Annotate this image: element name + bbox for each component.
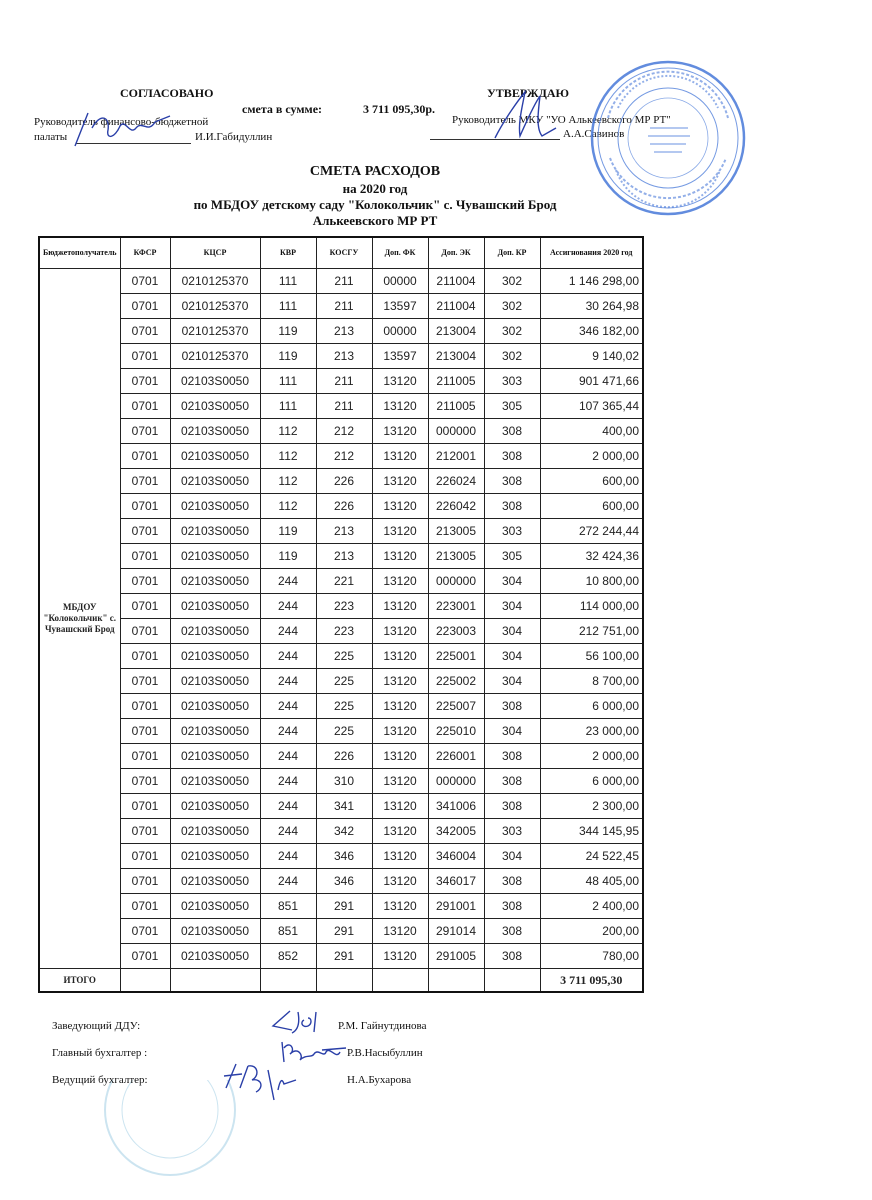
table-header-row xyxy=(39,237,643,269)
kosgu-cell: 291 xyxy=(316,919,372,944)
kosgu-cell: 226 xyxy=(316,469,372,494)
kfsr-cell: 0701 xyxy=(120,619,170,644)
kvr-cell: 244 xyxy=(260,869,316,894)
kosgu-cell: 213 xyxy=(316,319,372,344)
dop-fk-cell: 00000 xyxy=(372,319,428,344)
table-row xyxy=(39,369,643,394)
dop-fk-cell: 13120 xyxy=(372,619,428,644)
dop-kr-cell: 302 xyxy=(484,319,540,344)
dop-fk-cell: 13120 xyxy=(372,844,428,869)
table-row xyxy=(39,869,643,894)
kosgu-cell: 211 xyxy=(316,269,372,294)
kfsr-cell: 0701 xyxy=(120,744,170,769)
kvr-cell: 119 xyxy=(260,344,316,369)
kfsr-cell: 0701 xyxy=(120,344,170,369)
kcsr-cell: 02103S0050 xyxy=(170,869,260,894)
total-empty-cell xyxy=(316,969,372,993)
table-row xyxy=(39,669,643,694)
kosgu-cell: 291 xyxy=(316,894,372,919)
total-row xyxy=(39,969,643,993)
dop-kr-cell: 308 xyxy=(484,869,540,894)
kfsr-cell: 0701 xyxy=(120,269,170,294)
signature-role: Ведущий бухгалтер: xyxy=(52,1074,148,1086)
dop-kr-cell: 308 xyxy=(484,469,540,494)
kvr-cell: 244 xyxy=(260,619,316,644)
dop-kr-cell: 302 xyxy=(484,344,540,369)
dop-ek-cell: 225010 xyxy=(428,719,484,744)
signature-role: Главный бухгалтер : xyxy=(52,1047,148,1059)
dop-ek-cell: 341006 xyxy=(428,794,484,819)
kvr-cell: 119 xyxy=(260,544,316,569)
signature-name: Р.М. Гайнутдинова xyxy=(338,1020,427,1032)
dop-ek-cell: 223003 xyxy=(428,619,484,644)
column-header: КВР xyxy=(260,237,316,269)
head-signature-icon xyxy=(270,1008,340,1036)
document-subtitle-year: на 2020 год xyxy=(342,181,408,196)
column-header: КФСР xyxy=(120,237,170,269)
dop-fk-cell: 13120 xyxy=(372,919,428,944)
dop-ek-cell: 291005 xyxy=(428,944,484,969)
kvr-cell: 112 xyxy=(260,444,316,469)
appropriation-cell: 6 000,00 xyxy=(540,694,643,719)
budget-recipient-cell: МБДОУ "Колокольчик" с. Чувашский Брод xyxy=(39,269,120,969)
dop-fk-cell: 13120 xyxy=(372,719,428,744)
dop-kr-cell: 302 xyxy=(484,269,540,294)
appropriation-cell: 9 140,02 xyxy=(540,344,643,369)
dop-ek-cell: 346004 xyxy=(428,844,484,869)
dop-kr-cell: 303 xyxy=(484,369,540,394)
table-row xyxy=(39,719,643,744)
appropriation-cell: 32 424,36 xyxy=(540,544,643,569)
dop-ek-cell: 225007 xyxy=(428,694,484,719)
approved-name: А.А.Савинов xyxy=(563,128,625,140)
document-subtitle-district: Алькеевского МР РТ xyxy=(312,213,438,228)
kfsr-cell: 0701 xyxy=(120,594,170,619)
kfsr-cell: 0701 xyxy=(120,844,170,869)
dop-kr-cell: 304 xyxy=(484,644,540,669)
kfsr-cell: 0701 xyxy=(120,794,170,819)
appropriation-cell: 212 751,00 xyxy=(540,619,643,644)
dop-ek-cell: 213005 xyxy=(428,519,484,544)
kcsr-cell: 02103S0050 xyxy=(170,494,260,519)
kvr-cell: 851 xyxy=(260,894,316,919)
kvr-cell: 244 xyxy=(260,844,316,869)
kcsr-cell: 0210125370 xyxy=(170,294,260,319)
column-header: Ассигнования 2020 год xyxy=(540,237,643,269)
dop-fk-cell: 00000 xyxy=(372,269,428,294)
dop-kr-cell: 303 xyxy=(484,819,540,844)
kvr-cell: 244 xyxy=(260,794,316,819)
table-row xyxy=(39,744,643,769)
dop-kr-cell: 308 xyxy=(484,694,540,719)
dop-kr-cell: 308 xyxy=(484,494,540,519)
dop-fk-cell: 13120 xyxy=(372,594,428,619)
kvr-cell: 852 xyxy=(260,944,316,969)
dop-kr-cell: 304 xyxy=(484,594,540,619)
kosgu-cell: 211 xyxy=(316,369,372,394)
dop-fk-cell: 13120 xyxy=(372,419,428,444)
dop-ek-cell: 213004 xyxy=(428,319,484,344)
table-row xyxy=(39,619,643,644)
kosgu-cell: 213 xyxy=(316,544,372,569)
dop-kr-cell: 304 xyxy=(484,569,540,594)
kcsr-cell: 02103S0050 xyxy=(170,594,260,619)
kosgu-cell: 223 xyxy=(316,619,372,644)
dop-ek-cell: 346017 xyxy=(428,869,484,894)
appropriation-cell: 2 400,00 xyxy=(540,894,643,919)
kcsr-cell: 02103S0050 xyxy=(170,819,260,844)
kvr-cell: 111 xyxy=(260,269,316,294)
kvr-cell: 244 xyxy=(260,819,316,844)
dop-kr-cell: 308 xyxy=(484,919,540,944)
kfsr-cell: 0701 xyxy=(120,469,170,494)
kfsr-cell: 0701 xyxy=(120,769,170,794)
column-header: Доп. ЭК xyxy=(428,237,484,269)
dop-ek-cell: 000000 xyxy=(428,569,484,594)
appropriation-cell: 23 000,00 xyxy=(540,719,643,744)
kosgu-cell: 221 xyxy=(316,569,372,594)
kcsr-cell: 02103S0050 xyxy=(170,569,260,594)
kcsr-cell: 02103S0050 xyxy=(170,744,260,769)
kvr-cell: 244 xyxy=(260,769,316,794)
dop-fk-cell: 13120 xyxy=(372,444,428,469)
kvr-cell: 112 xyxy=(260,494,316,519)
dop-fk-cell: 13120 xyxy=(372,569,428,594)
appropriation-cell: 114 000,00 xyxy=(540,594,643,619)
kfsr-cell: 0701 xyxy=(120,894,170,919)
dop-ek-cell: 291014 xyxy=(428,919,484,944)
kcsr-cell: 02103S0050 xyxy=(170,944,260,969)
dop-ek-cell: 291001 xyxy=(428,894,484,919)
agreed-title: СОГЛАСОВАНО xyxy=(120,86,214,100)
agreed-role-line2: палаты xyxy=(34,131,68,143)
kfsr-cell: 0701 xyxy=(120,569,170,594)
dop-fk-cell: 13597 xyxy=(372,294,428,319)
table-row xyxy=(39,694,643,719)
dop-ek-cell: 226024 xyxy=(428,469,484,494)
kvr-cell: 112 xyxy=(260,419,316,444)
kvr-cell: 244 xyxy=(260,569,316,594)
table-body xyxy=(39,269,643,993)
kvr-cell: 119 xyxy=(260,319,316,344)
appropriation-cell: 10 800,00 xyxy=(540,569,643,594)
table-row xyxy=(39,794,643,819)
dop-ek-cell: 226001 xyxy=(428,744,484,769)
kcsr-cell: 02103S0050 xyxy=(170,844,260,869)
dop-kr-cell: 305 xyxy=(484,394,540,419)
kfsr-cell: 0701 xyxy=(120,819,170,844)
sum-label: смета в сумме: xyxy=(242,102,323,116)
lead-accountant-signature-icon xyxy=(218,1060,298,1110)
total-value: 3 711 095,30 xyxy=(540,969,643,993)
table-row xyxy=(39,419,643,444)
table-row xyxy=(39,894,643,919)
kosgu-cell: 223 xyxy=(316,594,372,619)
dop-ek-cell: 225001 xyxy=(428,644,484,669)
table-row xyxy=(39,594,643,619)
dop-kr-cell: 308 xyxy=(484,769,540,794)
appropriation-cell: 600,00 xyxy=(540,494,643,519)
appropriation-cell: 2 000,00 xyxy=(540,744,643,769)
dop-ek-cell: 342005 xyxy=(428,819,484,844)
appropriation-cell: 48 405,00 xyxy=(540,869,643,894)
dop-fk-cell: 13120 xyxy=(372,744,428,769)
table-row xyxy=(39,344,643,369)
kcsr-cell: 0210125370 xyxy=(170,269,260,294)
total-empty-cell xyxy=(428,969,484,993)
kfsr-cell: 0701 xyxy=(120,419,170,444)
signature-name: Р.В.Насыбуллин xyxy=(347,1047,423,1059)
kosgu-cell: 341 xyxy=(316,794,372,819)
kfsr-cell: 0701 xyxy=(120,394,170,419)
kvr-cell: 111 xyxy=(260,369,316,394)
kosgu-cell: 225 xyxy=(316,644,372,669)
dop-kr-cell: 308 xyxy=(484,419,540,444)
dop-kr-cell: 308 xyxy=(484,444,540,469)
table-row xyxy=(39,494,643,519)
dop-fk-cell: 13120 xyxy=(372,494,428,519)
kcsr-cell: 02103S0050 xyxy=(170,419,260,444)
kcsr-cell: 02103S0050 xyxy=(170,919,260,944)
dop-fk-cell: 13120 xyxy=(372,369,428,394)
total-empty-cell xyxy=(484,969,540,993)
dop-fk-cell: 13120 xyxy=(372,694,428,719)
signature-name: Н.А.Бухарова xyxy=(347,1074,412,1086)
dop-kr-cell: 308 xyxy=(484,794,540,819)
kfsr-cell: 0701 xyxy=(120,869,170,894)
column-header: Доп. КР xyxy=(484,237,540,269)
kfsr-cell: 0701 xyxy=(120,719,170,744)
table-row xyxy=(39,544,643,569)
dop-fk-cell: 13120 xyxy=(372,794,428,819)
table-row xyxy=(39,469,643,494)
kfsr-cell: 0701 xyxy=(120,294,170,319)
dop-ek-cell: 223001 xyxy=(428,594,484,619)
appropriation-cell: 346 182,00 xyxy=(540,319,643,344)
dop-fk-cell: 13120 xyxy=(372,869,428,894)
kcsr-cell: 02103S0050 xyxy=(170,669,260,694)
kcsr-cell: 02103S0050 xyxy=(170,544,260,569)
kvr-cell: 244 xyxy=(260,669,316,694)
sum-value: 3 711 095,30р. xyxy=(363,102,436,116)
total-label: ИТОГО xyxy=(39,969,120,993)
dop-ek-cell: 225002 xyxy=(428,669,484,694)
total-empty-cell xyxy=(372,969,428,993)
kvr-cell: 244 xyxy=(260,694,316,719)
kvr-cell: 851 xyxy=(260,919,316,944)
appropriation-cell: 2 300,00 xyxy=(540,794,643,819)
dop-kr-cell: 308 xyxy=(484,744,540,769)
dop-fk-cell: 13120 xyxy=(372,544,428,569)
table-row xyxy=(39,569,643,594)
kcsr-cell: 02103S0050 xyxy=(170,794,260,819)
dop-fk-cell: 13120 xyxy=(372,669,428,694)
kcsr-cell: 02103S0050 xyxy=(170,444,260,469)
table-row xyxy=(39,769,643,794)
kosgu-cell: 211 xyxy=(316,394,372,419)
kfsr-cell: 0701 xyxy=(120,644,170,669)
appropriation-cell: 8 700,00 xyxy=(540,669,643,694)
appropriation-cell: 344 145,95 xyxy=(540,819,643,844)
kfsr-cell: 0701 xyxy=(120,694,170,719)
dop-kr-cell: 304 xyxy=(484,619,540,644)
appropriation-cell: 200,00 xyxy=(540,919,643,944)
appropriation-cell: 600,00 xyxy=(540,469,643,494)
kfsr-cell: 0701 xyxy=(120,944,170,969)
approved-title: УТВЕРЖДАЮ xyxy=(487,86,570,100)
dop-fk-cell: 13120 xyxy=(372,944,428,969)
kvr-cell: 111 xyxy=(260,294,316,319)
agreed-name: И.И.Габидуллин xyxy=(195,131,273,143)
dop-fk-cell: 13120 xyxy=(372,894,428,919)
total-empty-cell xyxy=(170,969,260,993)
kcsr-cell: 02103S0050 xyxy=(170,469,260,494)
kvr-cell: 244 xyxy=(260,744,316,769)
table-row xyxy=(39,944,643,969)
appropriation-cell: 107 365,44 xyxy=(540,394,643,419)
dop-ek-cell: 213005 xyxy=(428,544,484,569)
dop-kr-cell: 302 xyxy=(484,294,540,319)
kcsr-cell: 02103S0050 xyxy=(170,644,260,669)
kcsr-cell: 02103S0050 xyxy=(170,369,260,394)
appropriation-cell: 272 244,44 xyxy=(540,519,643,544)
table-row xyxy=(39,644,643,669)
kosgu-cell: 346 xyxy=(316,844,372,869)
kfsr-cell: 0701 xyxy=(120,319,170,344)
appropriation-cell: 24 522,45 xyxy=(540,844,643,869)
kvr-cell: 244 xyxy=(260,594,316,619)
kosgu-cell: 212 xyxy=(316,444,372,469)
appropriation-cell: 400,00 xyxy=(540,419,643,444)
table-row xyxy=(39,819,643,844)
appropriation-cell: 30 264,98 xyxy=(540,294,643,319)
table-row xyxy=(39,319,643,344)
dop-fk-cell: 13120 xyxy=(372,769,428,794)
table-row xyxy=(39,444,643,469)
appropriation-cell: 780,00 xyxy=(540,944,643,969)
appropriation-cell: 1 146 298,00 xyxy=(540,269,643,294)
total-empty-cell xyxy=(260,969,316,993)
dop-ek-cell: 211005 xyxy=(428,394,484,419)
approved-signature-icon xyxy=(490,88,560,143)
kosgu-cell: 291 xyxy=(316,944,372,969)
kosgu-cell: 211 xyxy=(316,294,372,319)
dop-ek-cell: 211004 xyxy=(428,294,484,319)
dop-fk-cell: 13120 xyxy=(372,469,428,494)
table-row xyxy=(39,394,643,419)
kfsr-cell: 0701 xyxy=(120,919,170,944)
dop-kr-cell: 303 xyxy=(484,519,540,544)
dop-kr-cell: 304 xyxy=(484,669,540,694)
kcsr-cell: 02103S0050 xyxy=(170,769,260,794)
dop-ek-cell: 000000 xyxy=(428,419,484,444)
document-title: СМЕТА РАСХОДОВ xyxy=(309,164,441,179)
table-row xyxy=(39,269,643,294)
dop-kr-cell: 308 xyxy=(484,944,540,969)
kfsr-cell: 0701 xyxy=(120,669,170,694)
dop-ek-cell: 000000 xyxy=(428,769,484,794)
table-row xyxy=(39,919,643,944)
total-empty-cell xyxy=(120,969,170,993)
dop-ek-cell: 211005 xyxy=(428,369,484,394)
document-subtitle-institution: по МБДОУ детскому саду "Колокольчик" с. Чувашский Брод xyxy=(193,197,557,212)
table-row xyxy=(39,519,643,544)
appropriation-cell: 56 100,00 xyxy=(540,644,643,669)
column-header: Доп. ФК xyxy=(372,237,428,269)
dop-fk-cell: 13597 xyxy=(372,344,428,369)
kcsr-cell: 02103S0050 xyxy=(170,719,260,744)
kcsr-cell: 02103S0050 xyxy=(170,394,260,419)
kosgu-cell: 226 xyxy=(316,494,372,519)
agreed-role-line1: Руководитель финансово-бюджетной xyxy=(34,116,209,128)
kfsr-cell: 0701 xyxy=(120,544,170,569)
table-row xyxy=(39,294,643,319)
column-header: КЦСР xyxy=(170,237,260,269)
dop-ek-cell: 211004 xyxy=(428,269,484,294)
dop-ek-cell: 226042 xyxy=(428,494,484,519)
kosgu-cell: 213 xyxy=(316,344,372,369)
kvr-cell: 244 xyxy=(260,719,316,744)
kosgu-cell: 342 xyxy=(316,819,372,844)
kvr-cell: 111 xyxy=(260,394,316,419)
kosgu-cell: 225 xyxy=(316,669,372,694)
dop-fk-cell: 13120 xyxy=(372,819,428,844)
dop-kr-cell: 304 xyxy=(484,844,540,869)
kosgu-cell: 225 xyxy=(316,719,372,744)
kvr-cell: 119 xyxy=(260,519,316,544)
kfsr-cell: 0701 xyxy=(120,494,170,519)
kosgu-cell: 226 xyxy=(316,744,372,769)
kosgu-cell: 213 xyxy=(316,519,372,544)
dop-kr-cell: 304 xyxy=(484,719,540,744)
table-row xyxy=(39,844,643,869)
signature-role: Заведующий ДДУ: xyxy=(52,1020,141,1032)
estimate-table xyxy=(38,236,644,993)
dop-fk-cell: 13120 xyxy=(372,519,428,544)
kcsr-cell: 0210125370 xyxy=(170,319,260,344)
dop-fk-cell: 13120 xyxy=(372,394,428,419)
kosgu-cell: 225 xyxy=(316,694,372,719)
kfsr-cell: 0701 xyxy=(120,369,170,394)
kcsr-cell: 02103S0050 xyxy=(170,894,260,919)
kvr-cell: 244 xyxy=(260,644,316,669)
appropriation-cell: 901 471,66 xyxy=(540,369,643,394)
dop-kr-cell: 305 xyxy=(484,544,540,569)
dop-kr-cell: 308 xyxy=(484,894,540,919)
kosgu-cell: 310 xyxy=(316,769,372,794)
dop-ek-cell: 212001 xyxy=(428,444,484,469)
kvr-cell: 112 xyxy=(260,469,316,494)
official-stamp-icon xyxy=(588,58,748,218)
kfsr-cell: 0701 xyxy=(120,519,170,544)
dop-fk-cell: 13120 xyxy=(372,644,428,669)
agreed-signature-icon xyxy=(70,108,180,148)
column-header: Бюджетополучатель xyxy=(39,237,120,269)
kcsr-cell: 02103S0050 xyxy=(170,619,260,644)
column-header: КОСГУ xyxy=(316,237,372,269)
appropriation-cell: 6 000,00 xyxy=(540,769,643,794)
kcsr-cell: 0210125370 xyxy=(170,344,260,369)
approved-role: Руководитель МКУ "УО Алькеевского МР РТ" xyxy=(452,114,671,126)
kosgu-cell: 212 xyxy=(316,419,372,444)
kfsr-cell: 0701 xyxy=(120,444,170,469)
kcsr-cell: 02103S0050 xyxy=(170,694,260,719)
kcsr-cell: 02103S0050 xyxy=(170,519,260,544)
kosgu-cell: 346 xyxy=(316,869,372,894)
dop-ek-cell: 213004 xyxy=(428,344,484,369)
appropriation-cell: 2 000,00 xyxy=(540,444,643,469)
